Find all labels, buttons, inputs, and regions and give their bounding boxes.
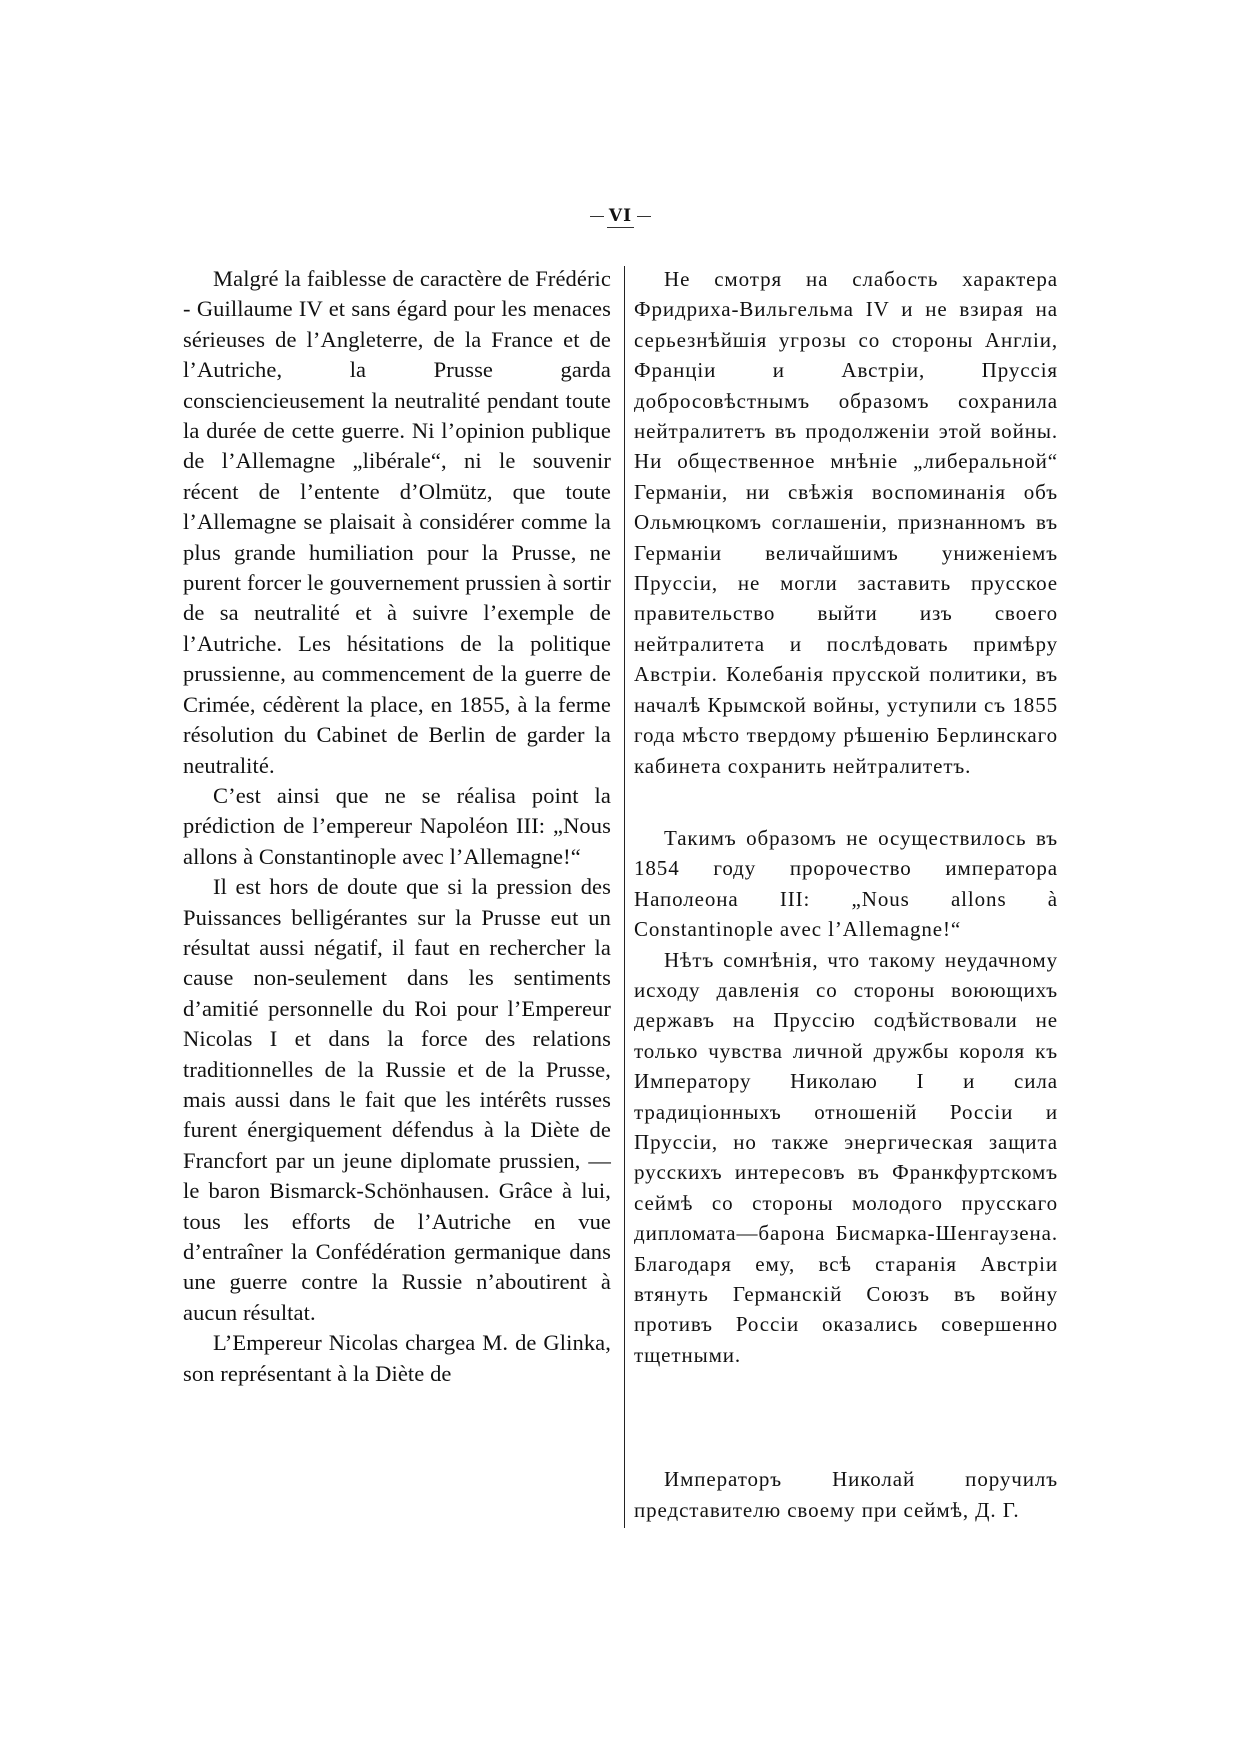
french-column [183, 264, 611, 1389]
russian-column [634, 264, 1058, 1525]
russian-paragraph-3: Нѣтъ сомнѣнія, что такому неудачному исходу давленія со стороны воюющихъ державъ на Пруссію содѣйствовали не только чувства личной дружбы короля къ Императору Николаю I и сила традиціонныхъ отношеній Россіи и Пруссіи, но также энергическая защита русскихъ интересовъ въ Франкфуртскомъ сеймѣ со стороны молодого прусскаго дипломата—барона Бисмарка-Шенгаузена. Благодаря ему, всѣ старанія Австріи втянуть Германскій Союзъ въ войну противъ Россіи оказались совершенно тщетными. [634, 947, 1058, 1367]
page-number-value: VI [608, 206, 633, 226]
column-divider [624, 266, 625, 1528]
french-paragraph-3: Il est hors de doute que si la pression des Puissances belligérantes sur la Prusse eut un résultat aussi négatif, il faut en rechercher la cause non-seulement dans les sentiments d’amitié personnelle du Roi pour l’Empereur Nicolas I et dans la force des relations traditionnelles de la Russie et de la Prusse, mais aussi dans le fait que les intérêts russes furent énergiquement défendus à la Diète de Francfort par un jeune diplomate prussien, — le baron Bismarck-Schönhausen. Grâce à lui, tous les efforts de l’Autriche en vue d’entraîner la Confédération germanique dans une guerre contre la Russie n’aboutirent à aucun résultat. [183, 874, 611, 1325]
russian-paragraph-1: Не смотря на слабость характера Фридриха-Вильгельма IV и не взирая на серьезнѣйшія угрозы со стороны Англіи, Франціи и Австріи, Пруссія добросовѣстнымъ образомъ сохранила нейтралитетъ въ продолженіи этой войны. Ни общественное мнѣніе „либеральной“ Германіи, ни свѣжія воспоминанія объ Ольмюцкомъ соглашеніи, признанномъ въ Германіи величайшимъ униженіемъ Пруссіи, не могли заставить прусское правительство выйти изъ своего нейтралитета и послѣдовать примѣру Австріи. Колебанія прусской политики, въ началѣ Крымской войны, уступили съ 1855 года мѣсто твердому рѣшенію Берлинскаго кабинета сохранить нейтралитетъ. [634, 267, 1058, 778]
russian-paragraph-2: Такимъ образомъ не осуществилось въ 1854 году пророчество императора Наполеона III: „Nous allons à Constantinople avec l’Allemagne!“ [634, 825, 1058, 942]
french-paragraph-4: L’Empereur Nicolas chargea M. de Glinka, son représentant à la Diète de [183, 1330, 611, 1386]
french-paragraph-1: Malgré la faiblesse de caractère de Frédéric - Guillaume IV et sans égard pour les menaces sérieuses de l’Angleterre, de la France et de l’Autriche, la Prusse garda consciencieusement la neutralité pendant toute la durée de cette guerre. Ni l’opinion publique de l’Allemagne „libérale“, ni le souvenir récent de l’entente d’Olmütz, que toute l’Allemagne se plaisait à considérer comme la plus grande humiliation pour la Prusse, ne purent forcer le gouvernement prussien à sortir de sa neutralité et à suivre l’exemple de l’Autriche. Les hésitations de la politique prussienne, au commencement de la guerre de Crimée, cédèrent la place, en 1855, à la ferme résolution du Cabinet de Berlin de garder la neutralité. [183, 266, 611, 778]
page-number-rule-right [637, 216, 651, 217]
russian-paragraph-4: Императоръ Николай поручилъ представителю своему при сеймѣ, Д. Г. [634, 1467, 1058, 1522]
page-number-rule-left [590, 216, 604, 217]
french-paragraph-2: C’est ainsi que ne se réalisa point la prédiction de l’empereur Napoléon III: „Nous allons à Constantinople avec l’Allemagne!“ [183, 782, 611, 869]
page-number [0, 206, 1241, 228]
